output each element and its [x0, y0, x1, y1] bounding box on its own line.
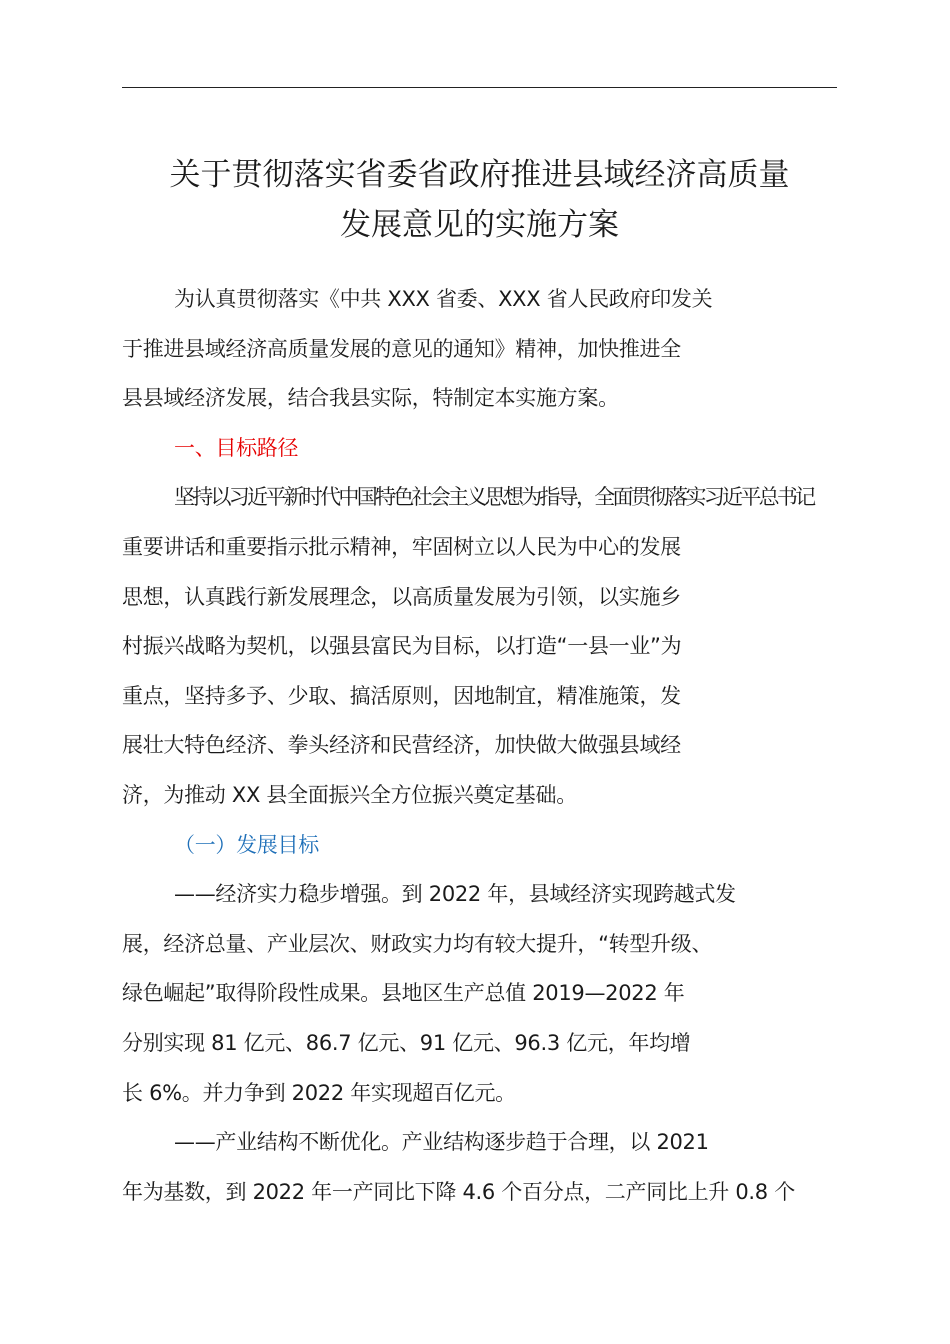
header-rule [122, 87, 837, 88]
intro-line-2: 于推进县域经济高质量发展的意见的通知》精神，加快推进全 [122, 336, 681, 361]
section-heading-1: 一、目标路径 [174, 435, 299, 460]
structure-line-2: 年为基数，到 2022 年一产同比下降 4.6 个百分点，二产同比上升 0.8 个 [122, 1179, 795, 1204]
document-title [122, 150, 837, 250]
target-line-5: 长 6%。并力争到 2022 年实现超百亿元。 [122, 1080, 516, 1105]
title-line-1: 关于贯彻落实省委省政府推进县域经济高质量 [169, 157, 790, 193]
paragraph-line-4: 村振兴战略为契机，以强县富民为目标，以打造“一县一业”为 [122, 634, 682, 659]
paragraph-line-6: 展壮大特色经济、拳头经济和民营经济，加快做大做强县域经 [122, 733, 681, 758]
intro-line-1: 为认真贯彻落实《中共 XXX 省委、XXX 省人民政府印发关 [174, 287, 713, 311]
paragraph-line-5: 重点，坚持多予、少取、搞活原则，因地制宜，精准施策，发 [122, 683, 681, 708]
paragraph-line-3: 思想，认真践行新发展理念，以高质量发展为引领，以实施乡 [122, 584, 681, 609]
paragraph-line-7: 济，为推动 XX 县全面振兴全方位振兴奠定基础。 [122, 782, 577, 807]
paragraph-line-1: 坚持以习近平新时代中国特色社会主义思想为指导，全面贯彻落实习近平总书记 [174, 485, 814, 510]
title-line-2: 发展意见的实施方案 [340, 207, 619, 243]
target-line-4: 分别实现 81 亿元、86.7 亿元、91 亿元、96.3 亿元，年均增 [122, 1030, 691, 1055]
paragraph-line-2: 重要讲话和重要指示批示精神，牢固树立以人民为中心的发展 [122, 534, 681, 559]
target-line-3: 绿色崛起”取得阶段性成果。县地区生产总值 2019—2022 年 [122, 981, 685, 1006]
intro-line-3: 县县域经济发展，结合我县实际，特制定本实施方案。 [122, 386, 619, 411]
structure-line-1: ——产业结构不断优化。产业结构逐步趋于合理，以 2021 [174, 1130, 709, 1155]
document-body [122, 275, 852, 1217]
subsection-heading-1: （一）发展目标 [174, 832, 319, 857]
target-line-1: ——经济实力稳步增强。到 2022 年，县域经济实现跨越式发 [174, 882, 736, 907]
target-line-2: 展，经济总量、产业层次、财政实力均有较大提升，“转型升级、 [122, 931, 713, 956]
